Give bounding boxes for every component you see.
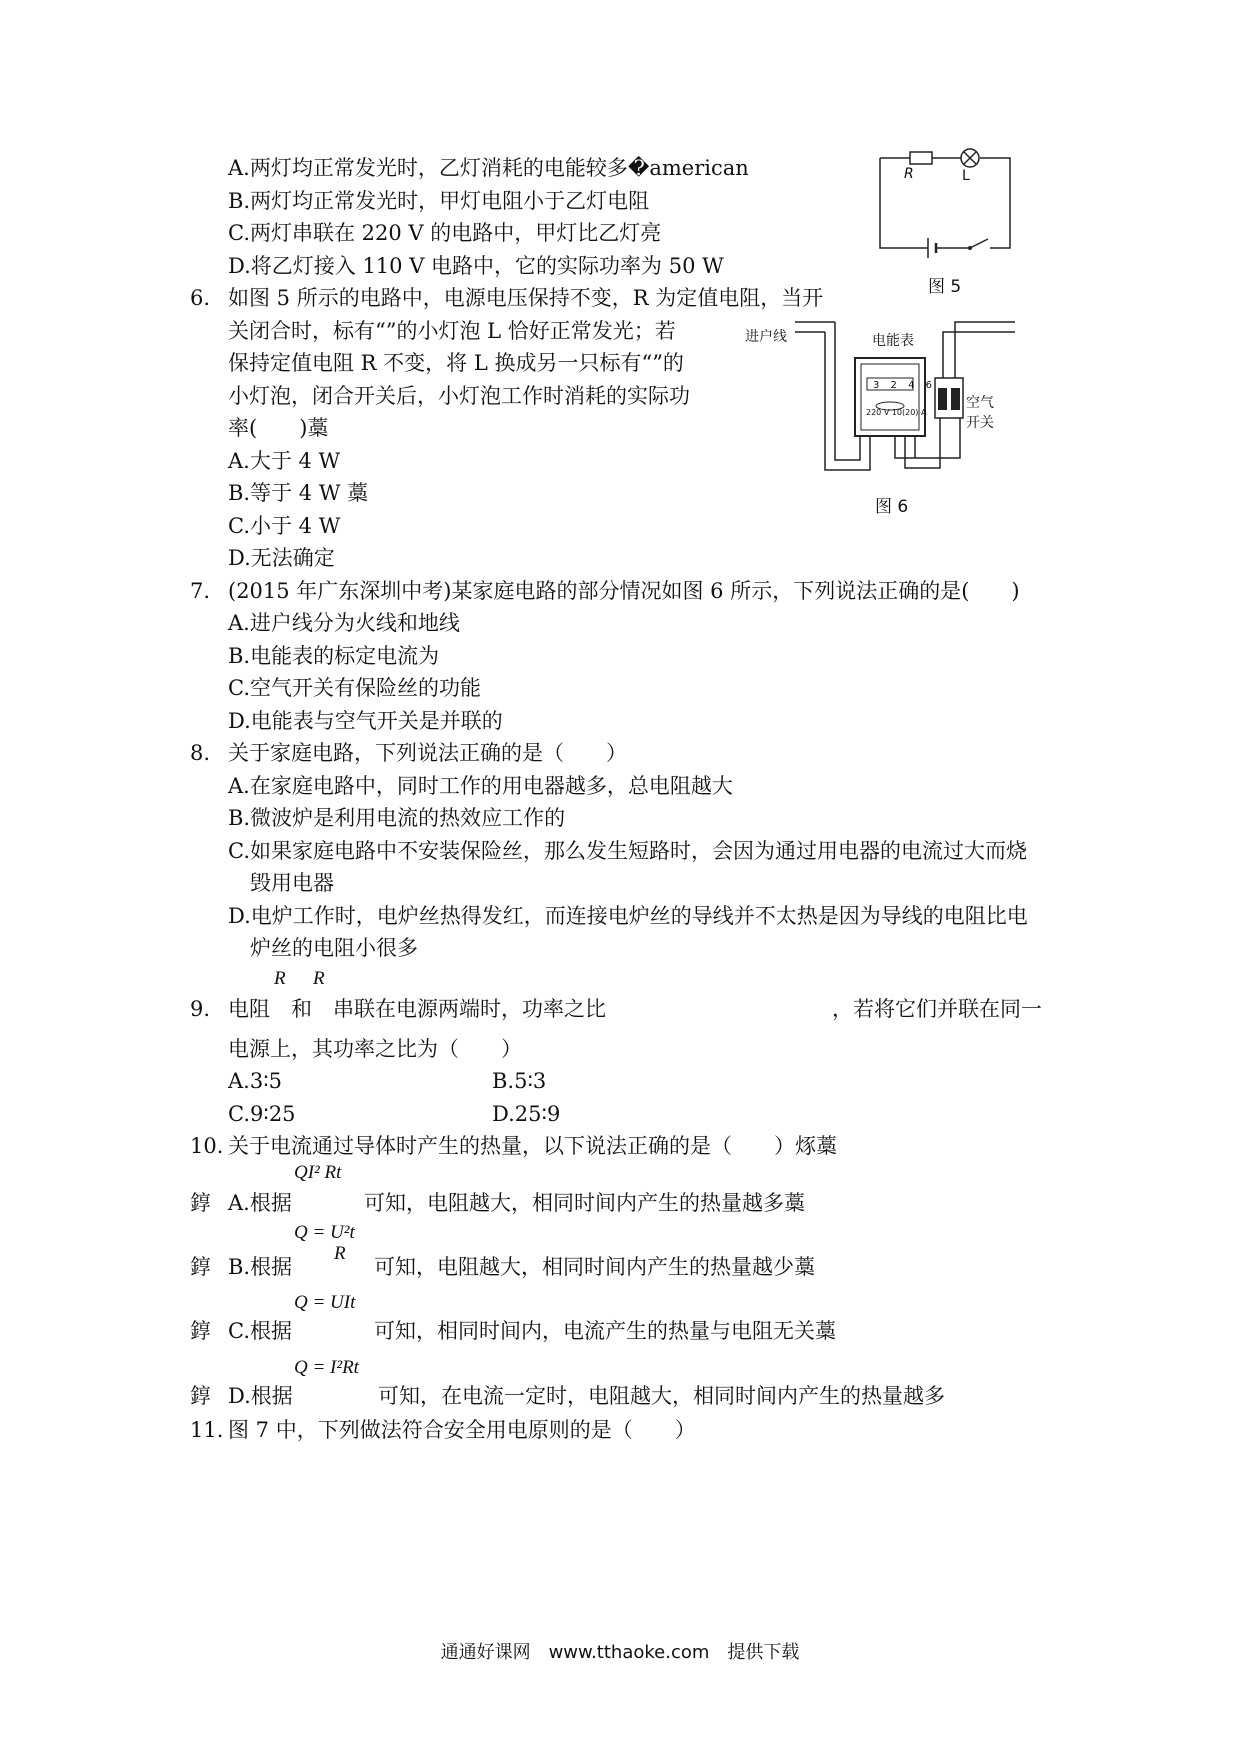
q10-option-b-prefix: 錞 xyxy=(190,1255,211,1279)
q6-stem-line-1: 如图 5 所示的电路中，电源电压保持不变，R 为定值电阻，当开 xyxy=(228,286,824,310)
q6-option-b: B.等于 4 W 藁 xyxy=(228,481,369,505)
q11-stem: 图 7 中，下列做法符合安全用电原则的是（ ） xyxy=(228,1418,696,1442)
q9-stem-part-1: 电阻 和 串联在电源两端时，功率之比 xyxy=(228,997,606,1021)
q8-option-c-cont: 毁用电器 xyxy=(250,871,334,895)
figure-6-label-switch-1: 空气 xyxy=(966,395,994,411)
q9-option-a: A.3∶5 xyxy=(228,1069,283,1093)
q7-option-b: B.电能表的标定电流为 xyxy=(228,644,440,668)
q10-option-b-formula-den: R xyxy=(334,1243,346,1264)
q8-option-a: A.在家庭电路中，同时工作的用电器越多，总电阻越大 xyxy=(228,774,733,798)
q10-option-a-text: 可知，电阻越大，相同时间内产生的热量越多藁 xyxy=(364,1191,805,1215)
q9-option-d: D.25∶9 xyxy=(492,1102,561,1126)
q8-option-d-cont: 炉丝的电阻小很多 xyxy=(250,936,418,960)
figure-6-meter-spec: 220 V 10(20) A xyxy=(866,408,927,417)
q10-option-c-prefix: 錞 xyxy=(190,1319,211,1343)
q10-option-b-text: 可知，电阻越大，相同时间内产生的热量越少藁 xyxy=(374,1255,815,1279)
q10-option-d-formula: Q = I²Rt xyxy=(294,1357,359,1378)
q6-stem-line-3: 保持定值电阻 R 不变，将 L 换成另一只标有“”的 xyxy=(228,351,684,375)
q9-formula-r2: R xyxy=(313,968,325,989)
q5-option-d: D.将乙灯接入 110 V 电路中，它的实际功率为 50 W xyxy=(228,254,724,278)
figure-6-caption: 图 6 xyxy=(875,497,909,517)
q6-stem-line-5: 率( )藁 xyxy=(228,416,329,440)
q10-option-b-label: B.根据 xyxy=(228,1255,293,1279)
q10-stem: 关于电流通过导体时产生的热量，以下说法正确的是（ ）烼藁 xyxy=(228,1134,837,1158)
page-footer: 通通好课网 www.tthaoke.com 提供下载 xyxy=(440,1642,800,1663)
q9-stem-part-2: ，若将它们并联在同一 xyxy=(832,997,1042,1021)
q5-option-a: A.两灯均正常发光时，乙灯消耗的电能较多�american xyxy=(228,156,749,180)
q8-option-c: C.如果家庭电路中不安装保险丝，那么发生短路时，会因为通过用电器的电流过大而烧 xyxy=(228,839,1027,863)
figure-6-label-switch-2: 开关 xyxy=(966,415,994,431)
q6-stem-line-2: 关闭合时，标有“”的小灯泡 L 恰好正常发光；若 xyxy=(228,319,676,343)
q7-option-d: D.电能表与空气开关是并联的 xyxy=(228,709,503,733)
q10-option-a-label: A.根据 xyxy=(228,1191,292,1215)
q6-number: 6. xyxy=(190,286,211,310)
figure-6-label-incoming-line: 进户线 xyxy=(745,329,787,345)
q6-option-a: A.大于 4 W xyxy=(228,449,341,473)
figure-6-label-meter: 电能表 xyxy=(872,333,914,349)
q10-option-d-prefix: 錞 xyxy=(190,1384,211,1408)
q8-number: 8. xyxy=(190,741,211,765)
q7-option-a: A.进户线分为火线和地线 xyxy=(228,611,460,635)
q8-option-d: D.电炉工作时，电炉丝热得发红，而连接电炉丝的导线并不太热是因为导线的电阻比电 xyxy=(228,904,1028,928)
figure-5-caption: 图 5 xyxy=(928,277,962,297)
q10-option-c-formula: Q = UIt xyxy=(294,1292,356,1313)
q8-option-b: B.微波炉是利用电流的热效应工作的 xyxy=(228,806,566,830)
q8-stem: 关于家庭电路，下列说法正确的是（ ） xyxy=(228,741,627,765)
q6-option-c: C.小于 4 W xyxy=(228,514,341,538)
q10-number: 10. xyxy=(190,1134,224,1158)
q11-number: 11. xyxy=(190,1418,224,1442)
q9-option-b: B.5∶3 xyxy=(492,1069,547,1093)
q9-stem-line-2: 电源上，其功率之比为（ ） xyxy=(228,1037,522,1061)
q9-formula-r1: R xyxy=(274,968,286,989)
q10-option-b-formula: Q = U²t xyxy=(294,1222,355,1243)
q9-option-c: C.9∶25 xyxy=(228,1102,296,1126)
figure-5-circuit xyxy=(870,148,1020,258)
q6-option-d: D.无法确定 xyxy=(228,546,335,570)
figure-6-meter-digits: 3 2 4 6 xyxy=(873,380,936,391)
q7-option-c: C.空气开关有保险丝的功能 xyxy=(228,676,481,700)
figure-5-label-l: L xyxy=(962,168,970,184)
q10-option-c-label: C.根据 xyxy=(228,1319,292,1343)
q10-option-d-label: D.根据 xyxy=(228,1384,293,1408)
q10-option-d-text: 可知，在电流一定时，电阻越大，相同时间内产生的热量越多 xyxy=(378,1384,945,1408)
q6-stem-line-4: 小灯泡，闭合开关后，小灯泡工作时消耗的实际功 xyxy=(228,384,690,408)
q7-stem: (2015 年广东深圳中考)某家庭电路的部分情况如图 6 所示，下列说法正确的是( ) xyxy=(228,579,1020,603)
q10-option-a-prefix: 錞 xyxy=(190,1191,211,1215)
q5-option-c: C.两灯串联在 220 V 的电路中，甲灯比乙灯亮 xyxy=(228,221,662,245)
figure-5-label-r: R xyxy=(904,166,914,182)
q10-option-c-text: 可知，相同时间内，电流产生的热量与电阻无关藁 xyxy=(374,1319,836,1343)
q7-number: 7. xyxy=(190,579,211,603)
q5-option-b: B.两灯均正常发光时，甲灯电阻小于乙灯电阻 xyxy=(228,189,650,213)
q10-option-a-formula: QI² Rt xyxy=(294,1162,342,1183)
q9-number: 9. xyxy=(190,997,211,1021)
